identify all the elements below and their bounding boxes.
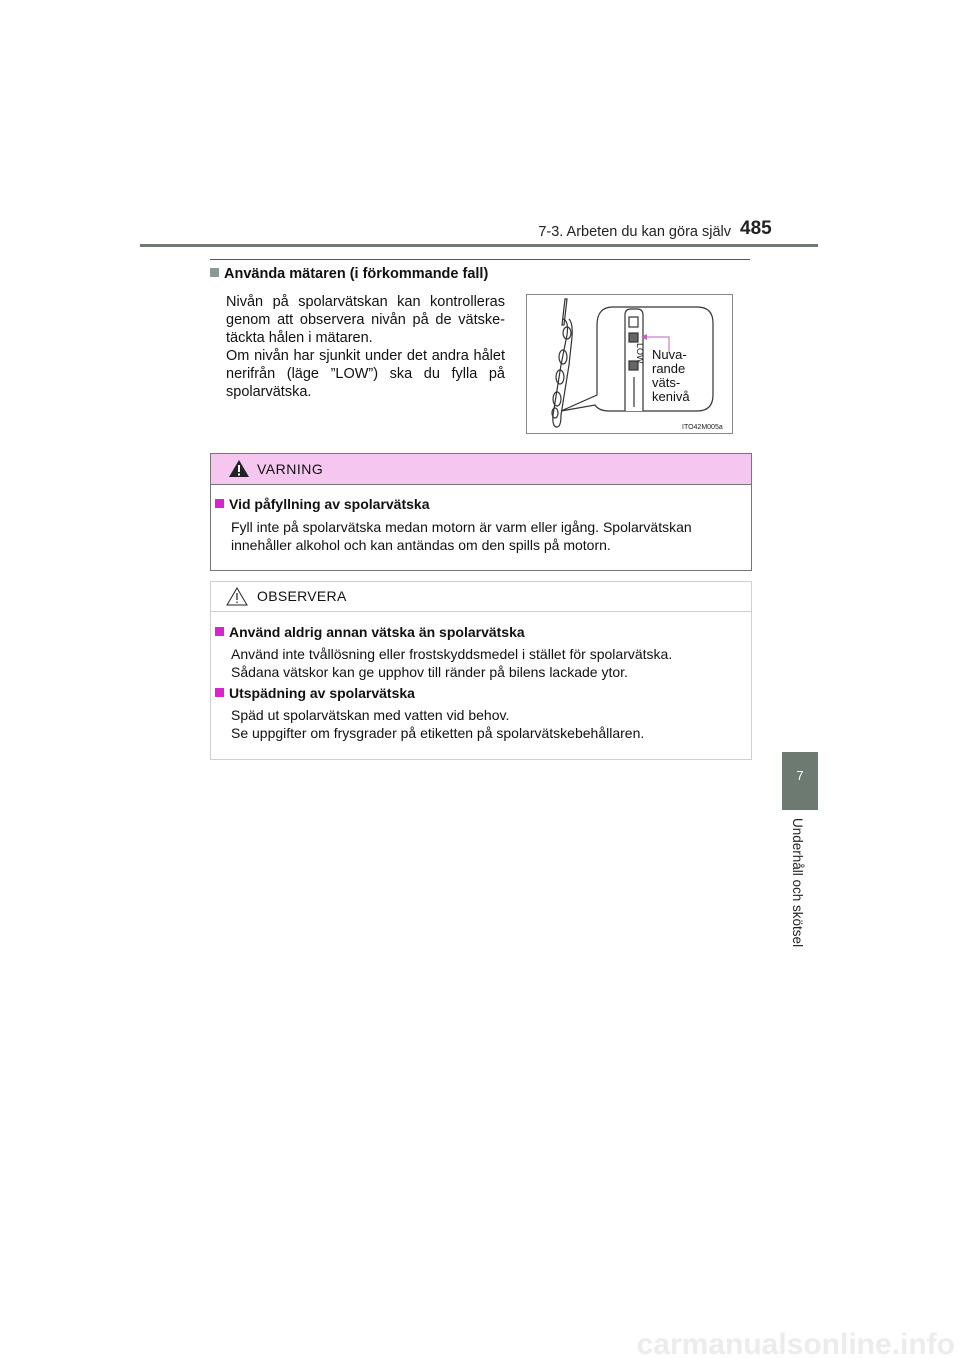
text-line: Späd ut spolarvätskan med vatten vid behov. <box>231 707 510 723</box>
square-bullet-icon <box>215 627 224 636</box>
paragraph: Nivån på spolarvätskan kan kontrolleras genom att observera nivån på de vätske-täckta hålen i mätaren. <box>226 294 505 346</box>
section-body <box>226 293 505 401</box>
text-line: Se uppgifter om frysgrader på etiketten på spolarvätskebehållaren. <box>231 725 645 741</box>
gauge-diagram <box>527 295 732 433</box>
notice-item-title: Använd aldrig annan vätska än spolarvätska <box>229 624 525 640</box>
section-header: 7-3. Arbeten du kan göra själv <box>538 224 731 240</box>
section-title: Använda mätaren (i förkommande fall) <box>224 266 489 282</box>
section-rule <box>210 259 750 260</box>
notice-item-text <box>231 645 743 681</box>
watermark-text: carmanualsonline.info <box>636 1328 955 1358</box>
page-number: 485 <box>740 218 772 239</box>
warning-item-heading <box>215 496 429 512</box>
warning-box <box>210 453 752 571</box>
notice-title: OBSERVERA <box>257 588 347 604</box>
header-rule <box>140 244 818 247</box>
notice-item-text <box>231 706 743 742</box>
chapter-number: 7 <box>796 768 804 783</box>
watermark <box>0 1328 960 1358</box>
image-code: ITO42M005a <box>682 424 723 431</box>
caution-triangle-icon <box>226 587 248 606</box>
washer-gauge-illustration <box>526 294 733 434</box>
section-heading <box>210 266 488 282</box>
notice-item-heading <box>215 624 525 640</box>
low-label: LOW <box>635 343 645 364</box>
warning-header <box>211 454 751 485</box>
callout-line-1: Nuva- <box>652 347 687 362</box>
notice-item-title: Utspädning av spolarvätska <box>229 685 415 701</box>
square-bullet-icon <box>210 268 219 277</box>
chapter-title: Underhåll och skötsel <box>790 818 805 948</box>
notice-header <box>211 582 751 612</box>
text-line: Sådana vätskor kan ge upphov till ränder på bilens lackade ytor. <box>231 664 628 680</box>
callout-line-4: kenivå <box>652 389 690 404</box>
square-bullet-icon <box>215 499 224 508</box>
notice-item-heading <box>215 685 415 701</box>
warning-title: VARNING <box>257 461 324 477</box>
callout-text <box>652 347 690 404</box>
text-line: Använd inte tvållösning eller frostskyddsmedel i stället för spolarvätska. <box>231 646 673 662</box>
square-bullet-icon <box>215 688 224 697</box>
paragraph: Om nivån har sjunkit under det andra hålet nerifrån (läge ”LOW”) ska du fylla på spolarvätska. <box>226 348 505 400</box>
callout-line-3: väts- <box>652 375 681 390</box>
callout-line-2: rande <box>652 361 686 376</box>
warning-item-text: Fyll inte på spolarvätska medan motorn är varm eller igång. Spolarvätskan innehåller alkohol och kan antändas om den spills på motorn. <box>231 519 692 553</box>
notice-box <box>210 581 752 760</box>
warning-item-title: Vid påfyllning av spolarvätska <box>229 496 430 512</box>
warning-triangle-icon <box>228 459 250 478</box>
